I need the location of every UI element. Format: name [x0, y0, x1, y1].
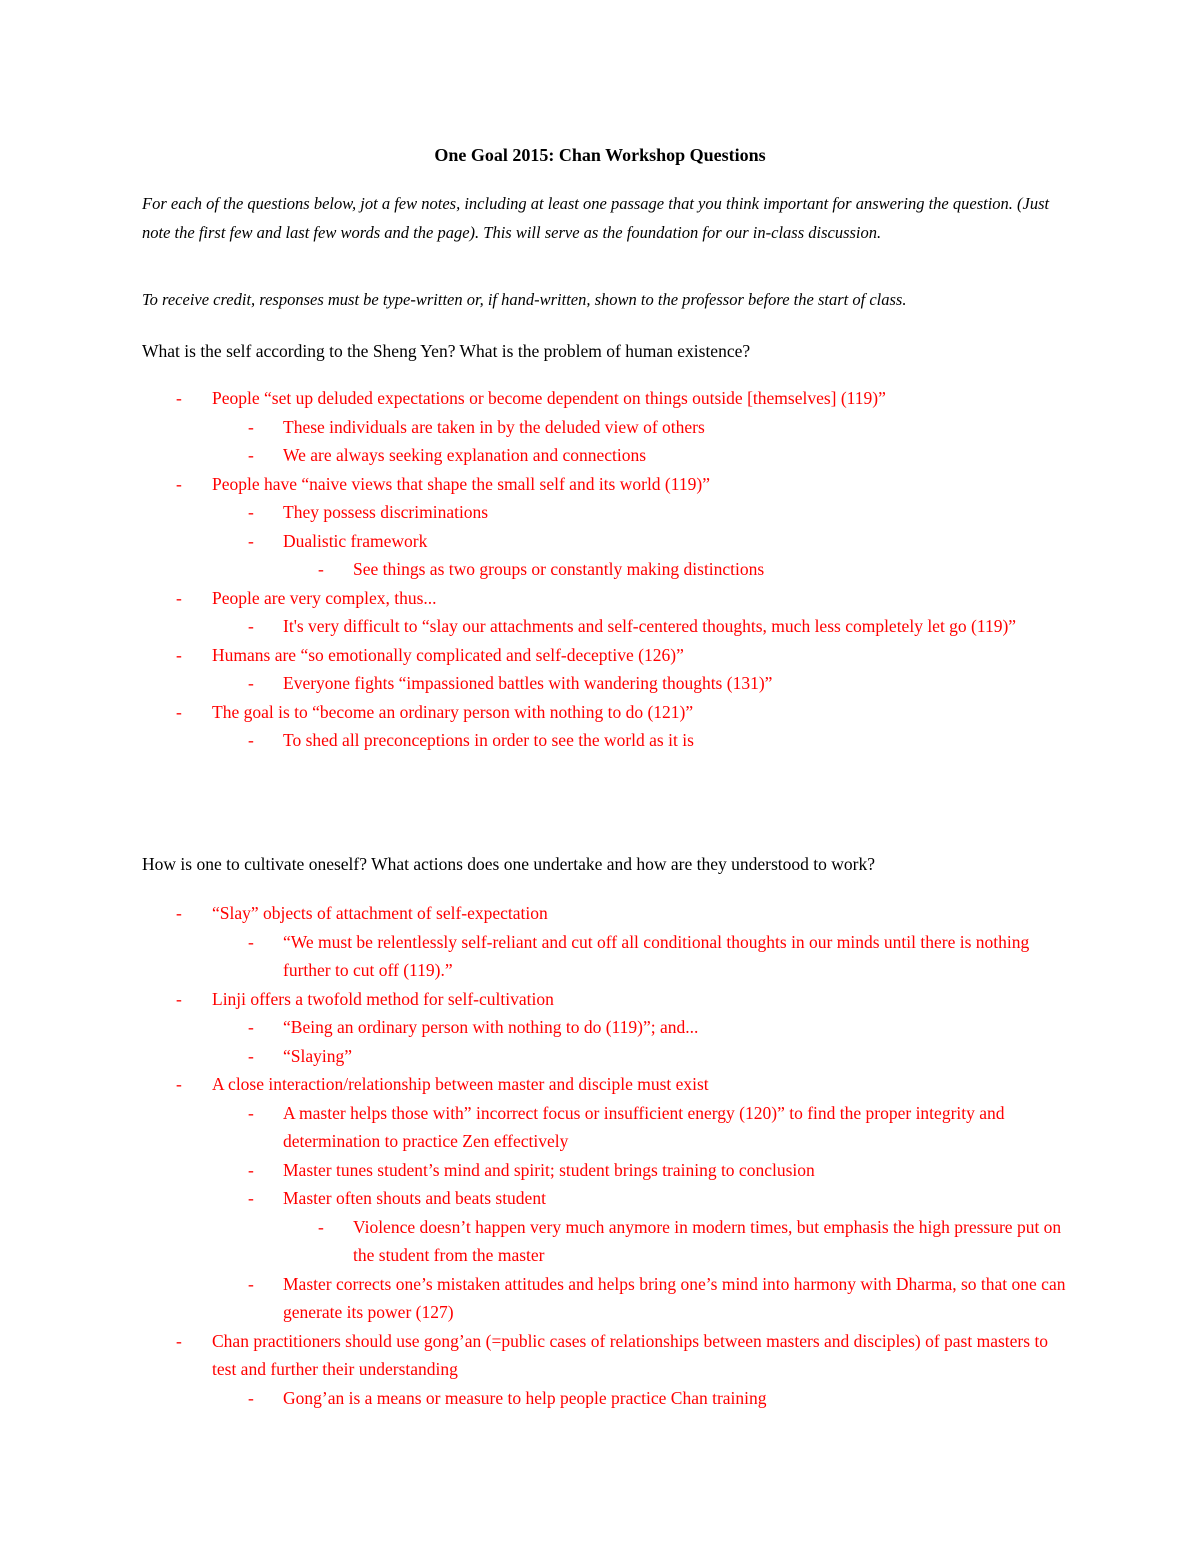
question-2: How is one to cultivate oneself? What actions does one undertake and how are they understood to work?: [142, 854, 876, 874]
list-item: [0, 985, 1072, 1014]
bullet-dash: -: [248, 1188, 254, 1208]
bullet-dash: -: [176, 1330, 182, 1351]
sub-list-item: [0, 1270, 1073, 1327]
list-item-text: These individuals are taken in by the deluded view of others: [283, 416, 705, 437]
instructions-paragraph: For each of the questions below, jot a few notes, including at least one passage that you think important for answering the question. (Just note the first few and last few words and the page). This will serve as the foundation for our in-class discussion.: [142, 194, 1050, 242]
sub-list-item: [0, 928, 1073, 985]
document-title: One Goal 2015: Chan Workshop Questions: [434, 145, 766, 165]
list-item-text: A close interaction/relationship between master and disciple must exist: [212, 1074, 709, 1094]
list-item-text: It's very difficult to “slay our attachments and self-centered thoughts, much less completely let go (119)”: [283, 616, 1017, 636]
list-item-text: Gong’an is a means or measure to help people practice Chan training: [283, 1387, 767, 1408]
bullet-dash: -: [176, 903, 182, 923]
list-item-text: Chan practitioners should use gong’an (=public cases of relationships between masters and disciples) of past masters to test and further their understanding: [212, 1330, 1049, 1379]
answer-list-1: [0, 384, 1200, 755]
list-item: [0, 641, 1072, 670]
list-item-text: Everyone fights “impassioned battles with wandering thoughts (131)”: [283, 673, 773, 693]
list-item-text: People “set up deluded expectations or become dependent on things outside [themselves] (119)”: [212, 388, 886, 408]
list-item-text: Master tunes student’s mind and spirit; student brings training to conclusion: [283, 1159, 815, 1180]
list-item-text: They possess discriminations: [283, 502, 489, 522]
list-item: [0, 1327, 1072, 1384]
list-item-text: To shed all preconceptions in order to see the world as it is: [283, 730, 694, 750]
bullet-dash: -: [248, 1017, 254, 1037]
sub-list-item: [0, 612, 1073, 641]
sub-list-item: [0, 1042, 1073, 1071]
list-item: [0, 698, 1072, 727]
bullet-dash: -: [248, 1045, 254, 1066]
bullet-dash: -: [176, 1074, 182, 1094]
bullet-dash: -: [176, 988, 182, 1009]
bullet-dash: -: [318, 559, 324, 579]
list-item-text: “Slay” objects of attachment of self-expectation: [212, 903, 548, 923]
sub-list-item: [0, 1156, 1073, 1185]
bullet-dash: -: [248, 1387, 254, 1408]
question-1: What is the self according to the Sheng Yen? What is the problem of human existence?: [142, 341, 751, 361]
list-item-text: “Slaying”: [283, 1045, 353, 1066]
bullet-dash: -: [248, 530, 254, 551]
bullet-dash: -: [248, 1102, 254, 1123]
bullet-dash: -: [248, 730, 254, 750]
list-item-text: Violence doesn’t happen very much anymore in modern times, but emphasis the high pressure put on the student from the master: [353, 1216, 1062, 1265]
bullet-dash: -: [176, 473, 182, 494]
bullet-dash: -: [176, 701, 182, 722]
bullet-dash: -: [248, 616, 254, 636]
sub-list-item: [0, 669, 1073, 698]
sub-list-item: [0, 1099, 1073, 1156]
bullet-dash: -: [248, 1159, 254, 1180]
list-item: [0, 1070, 1072, 1099]
list-item-text: Linji offers a twofold method for self-cultivation: [212, 988, 554, 1009]
bullet-dash: -: [248, 445, 254, 465]
list-item-text: Dualistic framework: [283, 530, 428, 551]
bullet-dash: -: [318, 1216, 324, 1237]
list-item-text: “We must be relentlessly self-reliant and cut off all conditional thoughts in our minds until there is nothing further to cut off (119).”: [283, 931, 1030, 980]
list-item-text: “Being an ordinary person with nothing to do (119)”; and...: [283, 1017, 699, 1037]
list-item: [0, 470, 1072, 499]
list-item-text: See things as two groups or constantly making distinctions: [353, 559, 765, 579]
sub-list-item: [0, 527, 1073, 556]
bullet-dash: -: [176, 587, 182, 608]
sub-sub-list-item: [0, 555, 1073, 584]
bullet-dash: -: [248, 931, 254, 952]
list-item-text: People have “naive views that shape the small self and its world (119)”: [212, 473, 710, 494]
bullet-dash: -: [248, 673, 254, 693]
list-item: [0, 584, 1072, 613]
bullet-dash: -: [248, 1273, 254, 1294]
sub-list-item: [0, 441, 1073, 470]
list-item-text: People are very complex, thus...: [212, 587, 437, 608]
list-item-text: Master often shouts and beats student: [283, 1188, 546, 1208]
sub-list-item: [0, 1384, 1073, 1413]
sub-list-item: [0, 413, 1073, 442]
sub-list-item: [0, 498, 1073, 527]
list-item-text: The goal is to “become an ordinary person with nothing to do (121)”: [212, 701, 694, 722]
list-item-text: Master corrects one’s mistaken attitudes and helps bring one’s mind into harmony with Dharma, so that one can generate its power (127): [283, 1273, 1066, 1322]
credit-instructions: To receive credit, responses must be type-written or, if hand-written, shown to the professor before the start of class.: [142, 290, 907, 309]
bullet-dash: -: [248, 502, 254, 522]
sub-list-item: [0, 726, 1073, 755]
bullet-dash: -: [176, 388, 182, 408]
list-item-text: We are always seeking explanation and connections: [283, 445, 647, 465]
answer-list-2: [0, 899, 1200, 1412]
bullet-dash: -: [248, 416, 254, 437]
sub-sub-list-item: [0, 1213, 1073, 1270]
sub-list-item: [0, 1184, 1073, 1213]
list-item: [0, 384, 1072, 413]
list-item: [0, 899, 1072, 928]
list-item-text: A master helps those with” incorrect focus or insufficient energy (120)” to find the proper integrity and determination to practice Zen effectively: [283, 1102, 1005, 1151]
sub-list-item: [0, 1013, 1073, 1042]
list-item-text: Humans are “so emotionally complicated and self-deceptive (126)”: [212, 644, 684, 665]
bullet-dash: -: [176, 644, 182, 665]
